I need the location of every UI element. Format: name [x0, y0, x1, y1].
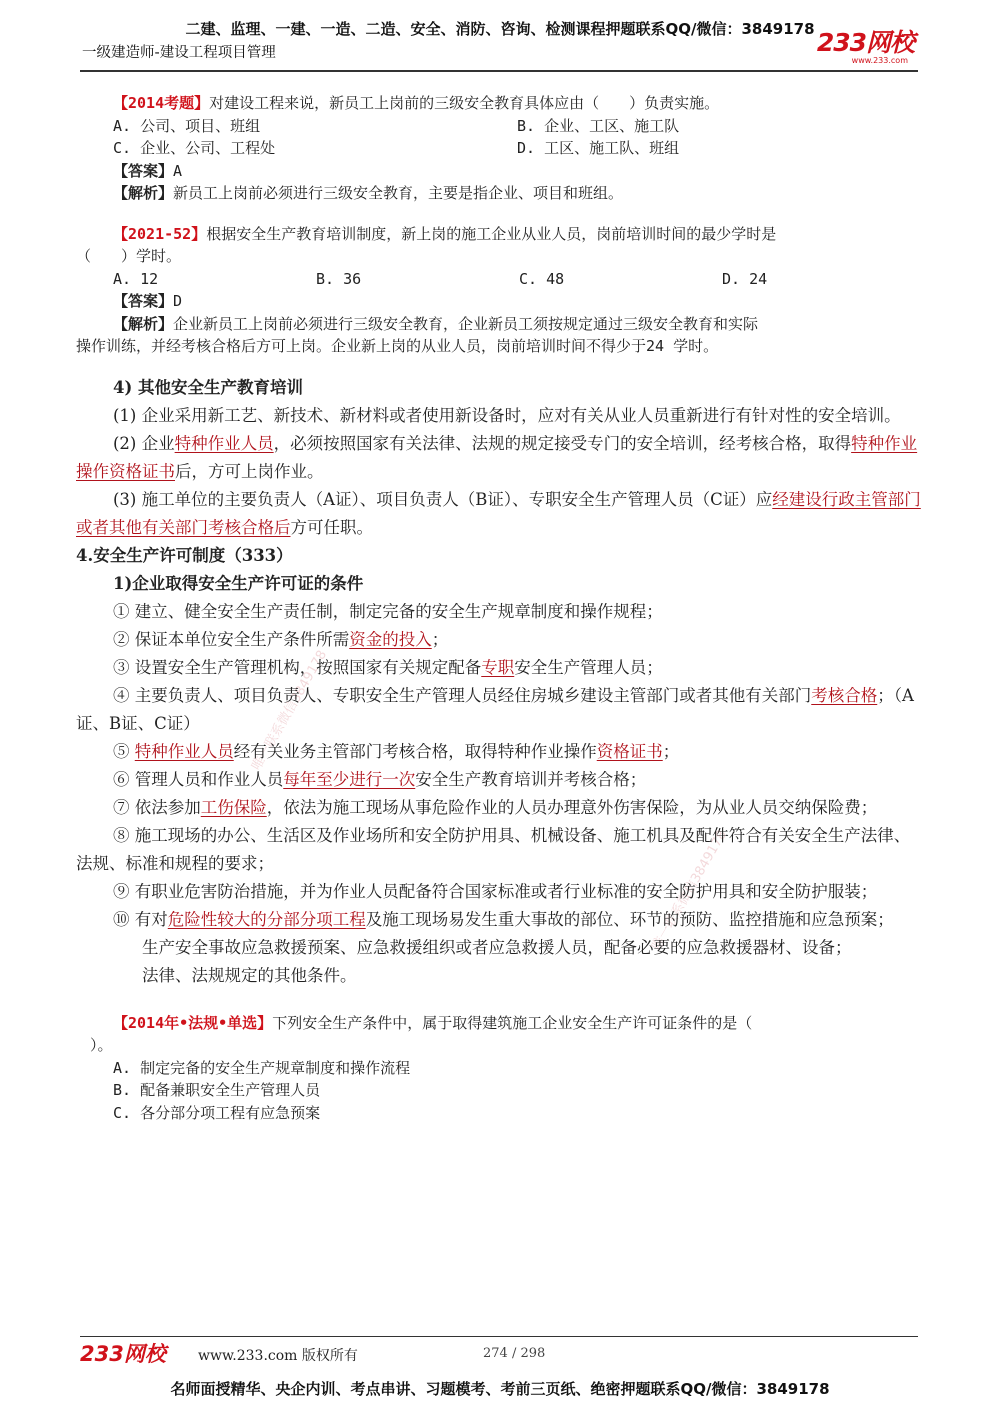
option: A. 12: [113, 269, 159, 288]
paragraph: (3) 施工单位的主要负责人（A证）、项目负责人（B证）、专职安全生产管理人员（C证）应经建设行政主管部门或者其他有关部门考核合格后方可任职。: [76, 489, 921, 537]
list-item: ⑦ 依法参加工伤保险，依法为施工现场从事危险作业的人员办理意外伤害保险，为从业人员交纳保险费；: [113, 797, 878, 817]
page-content: [76, 92, 926, 1124]
question-block: [76, 1012, 926, 1125]
key-term: 特种作业人员: [174, 433, 274, 453]
key-term: 专职: [481, 657, 515, 677]
question-block: [76, 223, 926, 358]
key-term: 工伤保险: [200, 797, 267, 817]
option: D. 24: [722, 269, 768, 288]
question-stem: 【2014年•法规•单选】下列安全生产条件中，属于取得建筑施工企业安全生产许可证条件的是（: [113, 1013, 753, 1032]
key-term: 每年至少进行一次: [283, 769, 416, 789]
training-section: [76, 374, 926, 990]
options-row: [76, 268, 926, 291]
key-term: 资格证书: [596, 741, 663, 761]
analysis-line-cont: 操作训练，并经考核合格后方可上岗。企业新上岗的从业人员，岗前培训时间不得少于24 学时。: [76, 337, 719, 355]
header-divider: [80, 70, 918, 72]
watermark: 唯一联系微信3849178: [649, 827, 731, 954]
option: B. 企业、工区、施工队: [517, 116, 680, 135]
list-item: ⑥ 管理人员和作业人员每年至少进行一次安全生产教育培训并考核合格；: [113, 769, 647, 789]
list-item: 法律、法规规定的其他条件。: [142, 965, 357, 985]
question-stem-cont: （ ）学时。: [76, 247, 182, 265]
list-item: ⑧ 施工现场的办公、生活区及作业场所和安全防护用具、机械设备、施工机具及配件符合有关安全生产法律、法规、标准和规程的要求；: [76, 825, 911, 873]
option: A. 公司、项目、班组: [113, 116, 261, 135]
page-number: 274 / 298: [483, 1346, 546, 1361]
question-stem: 【2021-52】根据安全生产教育培训制度，新上岗的施工企业从业人员，岗前培训时间的最少学时是: [113, 224, 777, 243]
option: C. 各分部分项工程有应急预案: [113, 1103, 321, 1122]
paragraph: (2) 企业特种作业人员，必须按照国家有关法律、法规的规定接受专门的安全培训，经考核合格，取得特种作业操作资格证书后，方可上岗作业。: [76, 433, 918, 481]
header-banner: 二建、监理、一建、一造、二造、安全、消防、咨询、检测课程押题联系QQ/微信：3849178: [185, 20, 815, 38]
key-term: 特种作业人员: [134, 741, 234, 761]
key-term: 危险性较大的分部分项工程: [167, 909, 366, 929]
option: C. 48: [519, 269, 565, 288]
list-item: ① 建立、健全安全生产责任制，制定完备的安全生产规章制度和操作规程；: [113, 601, 663, 621]
question-stem: 【2014考题】对建设工程来说，新员工上岗前的三级安全教育具体应由（ ）负责实施。: [113, 94, 720, 112]
option: A. 制定完备的安全生产规章制度和操作流程: [113, 1058, 411, 1077]
list-item: ④ 主要负责人、项目负责人、专职安全生产管理人员经住房城乡建设主管部门或者其他有关部门考核合格；（A证、B证、C证）: [76, 685, 914, 733]
option: C. 企业、公司、工程处: [113, 139, 276, 157]
footer-banner: 名师面授精华、央企内训、考点串讲、习题模考、考前三页纸、绝密押题联系QQ/微信：3849178: [170, 1380, 830, 1398]
section-heading: 4.安全生产许可制度（333）: [76, 545, 293, 565]
option: D. 工区、施工队、班组: [517, 139, 680, 157]
section-heading: 4) 其他安全生产教育培训: [113, 377, 304, 397]
footer-logo: 233网校: [80, 1342, 166, 1366]
option: B. 配备兼职安全生产管理人员: [113, 1081, 321, 1099]
key-term: 考核合格: [811, 685, 878, 705]
logo-text: 233网校: [816, 28, 914, 57]
question-tag: 【2021-52】: [113, 224, 207, 243]
footer-copyright: www.233.com 版权所有: [198, 1348, 358, 1364]
key-term: 特种作业操作资格证书: [76, 433, 918, 481]
question-block: [76, 92, 926, 205]
list-item: ⑨ 有职业危害防治措施，并为作业人员配备符合国家标准或者行业标准的安全防护用具和安全防护服装；: [113, 881, 878, 901]
subsection-heading: 1)企业取得安全生产许可证的条件: [113, 573, 364, 593]
option: B. 36: [316, 269, 362, 288]
list-item: ⑩ 有对危险性较大的分部分项工程及施工现场易发生重大事故的部位、环节的预防、监控措施和应急预案；: [113, 909, 894, 929]
list-item: ② 保证本单位安全生产条件所需资金的投入；: [113, 629, 449, 649]
document-subtitle: 一级建造师-建设工程项目管理: [82, 45, 276, 61]
brand-logo: [817, 30, 914, 65]
question-tag: 【2014考题】: [113, 94, 210, 112]
options-row: [76, 137, 926, 160]
paragraph: (1) 企业采用新工艺、新技术、新材料或者使用新设备时，应对有关从业人员重新进行有针对性的安全培训。: [113, 405, 901, 425]
answer-line: 【答案】A: [113, 161, 183, 180]
list-item: 生产安全事故应急救援预案、应急救援组织或者应急救援人员，配备必要的应急救援器材、设备；: [142, 937, 852, 957]
analysis-line: 【解析】企业新员工上岗前必须进行三级安全教育，企业新员工须按规定通过三级安全教育和实际: [113, 314, 759, 333]
answer-line: 【答案】D: [113, 292, 183, 310]
footer-divider: [80, 1336, 918, 1337]
question-stem-cont: ）。: [90, 1036, 113, 1054]
options-row: [76, 115, 926, 138]
analysis-line: 【解析】新员工上岗前必须进行三级安全教育，主要是指企业、项目和班组。: [113, 184, 624, 202]
logo-url: www.233.com: [851, 56, 908, 65]
key-term: 经建设行政主管部门或者其他有关部门考核合格后: [76, 489, 921, 537]
watermark: 唯一联系微信3849178: [249, 647, 331, 774]
list-item: ③ 设置安全生产管理机构，按照国家有关规定配备专职安全生产管理人员；: [113, 657, 663, 677]
key-term: 资金的投入: [349, 629, 432, 649]
list-item: ⑤ 特种作业人员经有关业务主管部门考核合格，取得特种作业操作资格证书；: [113, 741, 680, 761]
question-tag: 【2014年•法规•单选】: [113, 1013, 273, 1032]
